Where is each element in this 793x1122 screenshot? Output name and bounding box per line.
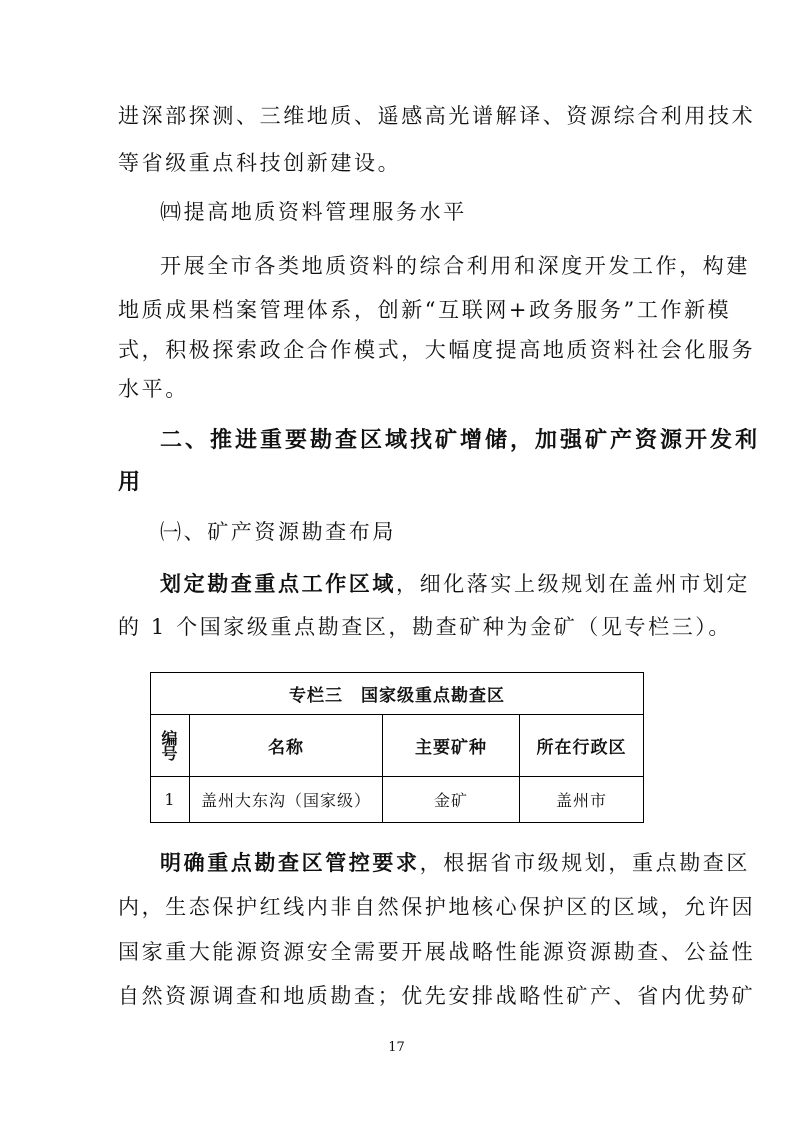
paragraph-line: 水平。 [118, 377, 189, 401]
section-heading-cont: 用 [118, 470, 144, 495]
header-name: 名称 [190, 715, 383, 777]
paragraph-line: 地质成果档案管理体系，创新“互联网+政务服务”工作新模 [118, 298, 732, 322]
paragraph-text: ，细化落实上级规划在盖州市划定 [396, 572, 750, 596]
cell-region: 盖州市 [520, 777, 644, 823]
header-region: 所在行政区 [520, 715, 644, 777]
subsection-heading: ㈣提高地质资料管理服务水平 [160, 200, 467, 224]
emphasis-text: 划定勘查重点工作区域 [160, 571, 396, 596]
paragraph-line: 进深部探测、三维地质、遥感高光谱解译、资源综合利用技术 [118, 104, 756, 128]
cell-name: 盖州大东沟（国家级） [190, 777, 383, 823]
table-title: 专栏三 国家级重点勘查区 [151, 673, 644, 715]
header-mineral: 主要矿种 [383, 715, 520, 777]
subsection-heading: ㈠、矿产资源勘查布局 [160, 520, 396, 544]
paragraph-line [160, 852, 750, 874]
cell-number: 1 [151, 777, 190, 823]
paragraph-text: ，根据省市级规划，重点勘查区 [419, 851, 751, 875]
emphasis-text: 明确重点勘查区管控要求 [160, 850, 420, 875]
paragraph-line [160, 573, 750, 595]
paragraph-line: 内，生态保护红线内非自然保护地核心保护区的区域，允许因 [118, 895, 756, 919]
table-row [151, 777, 644, 823]
page-number: 17 [388, 1040, 405, 1055]
section-heading: 二、推进重要勘查区域找矿增储，加强矿产资源开发利 [160, 428, 761, 453]
header-number: 编 号 [151, 715, 190, 777]
paragraph-line: 国家重大能源资源安全需要开展战略性能源资源勘查、公益性 [118, 940, 756, 964]
paragraph-line: 开展全市各类地质资料的综合利用和深度开发工作，构建 [160, 254, 750, 278]
feature-table [150, 672, 644, 823]
paragraph-line: 等省级重点科技创新建设。 [118, 151, 402, 175]
paragraph-line: 的 1 个国家级重点勘查区，勘查矿种为金矿（见专栏三）。 [118, 615, 733, 639]
cell-mineral: 金矿 [383, 777, 520, 823]
paragraph-line: 自然资源调查和地质勘查；优先安排战略性矿产、省内优势矿 [118, 984, 756, 1008]
paragraph-line: 式，积极探索政企合作模式，大幅度提高地质资料社会化服务 [118, 338, 756, 362]
